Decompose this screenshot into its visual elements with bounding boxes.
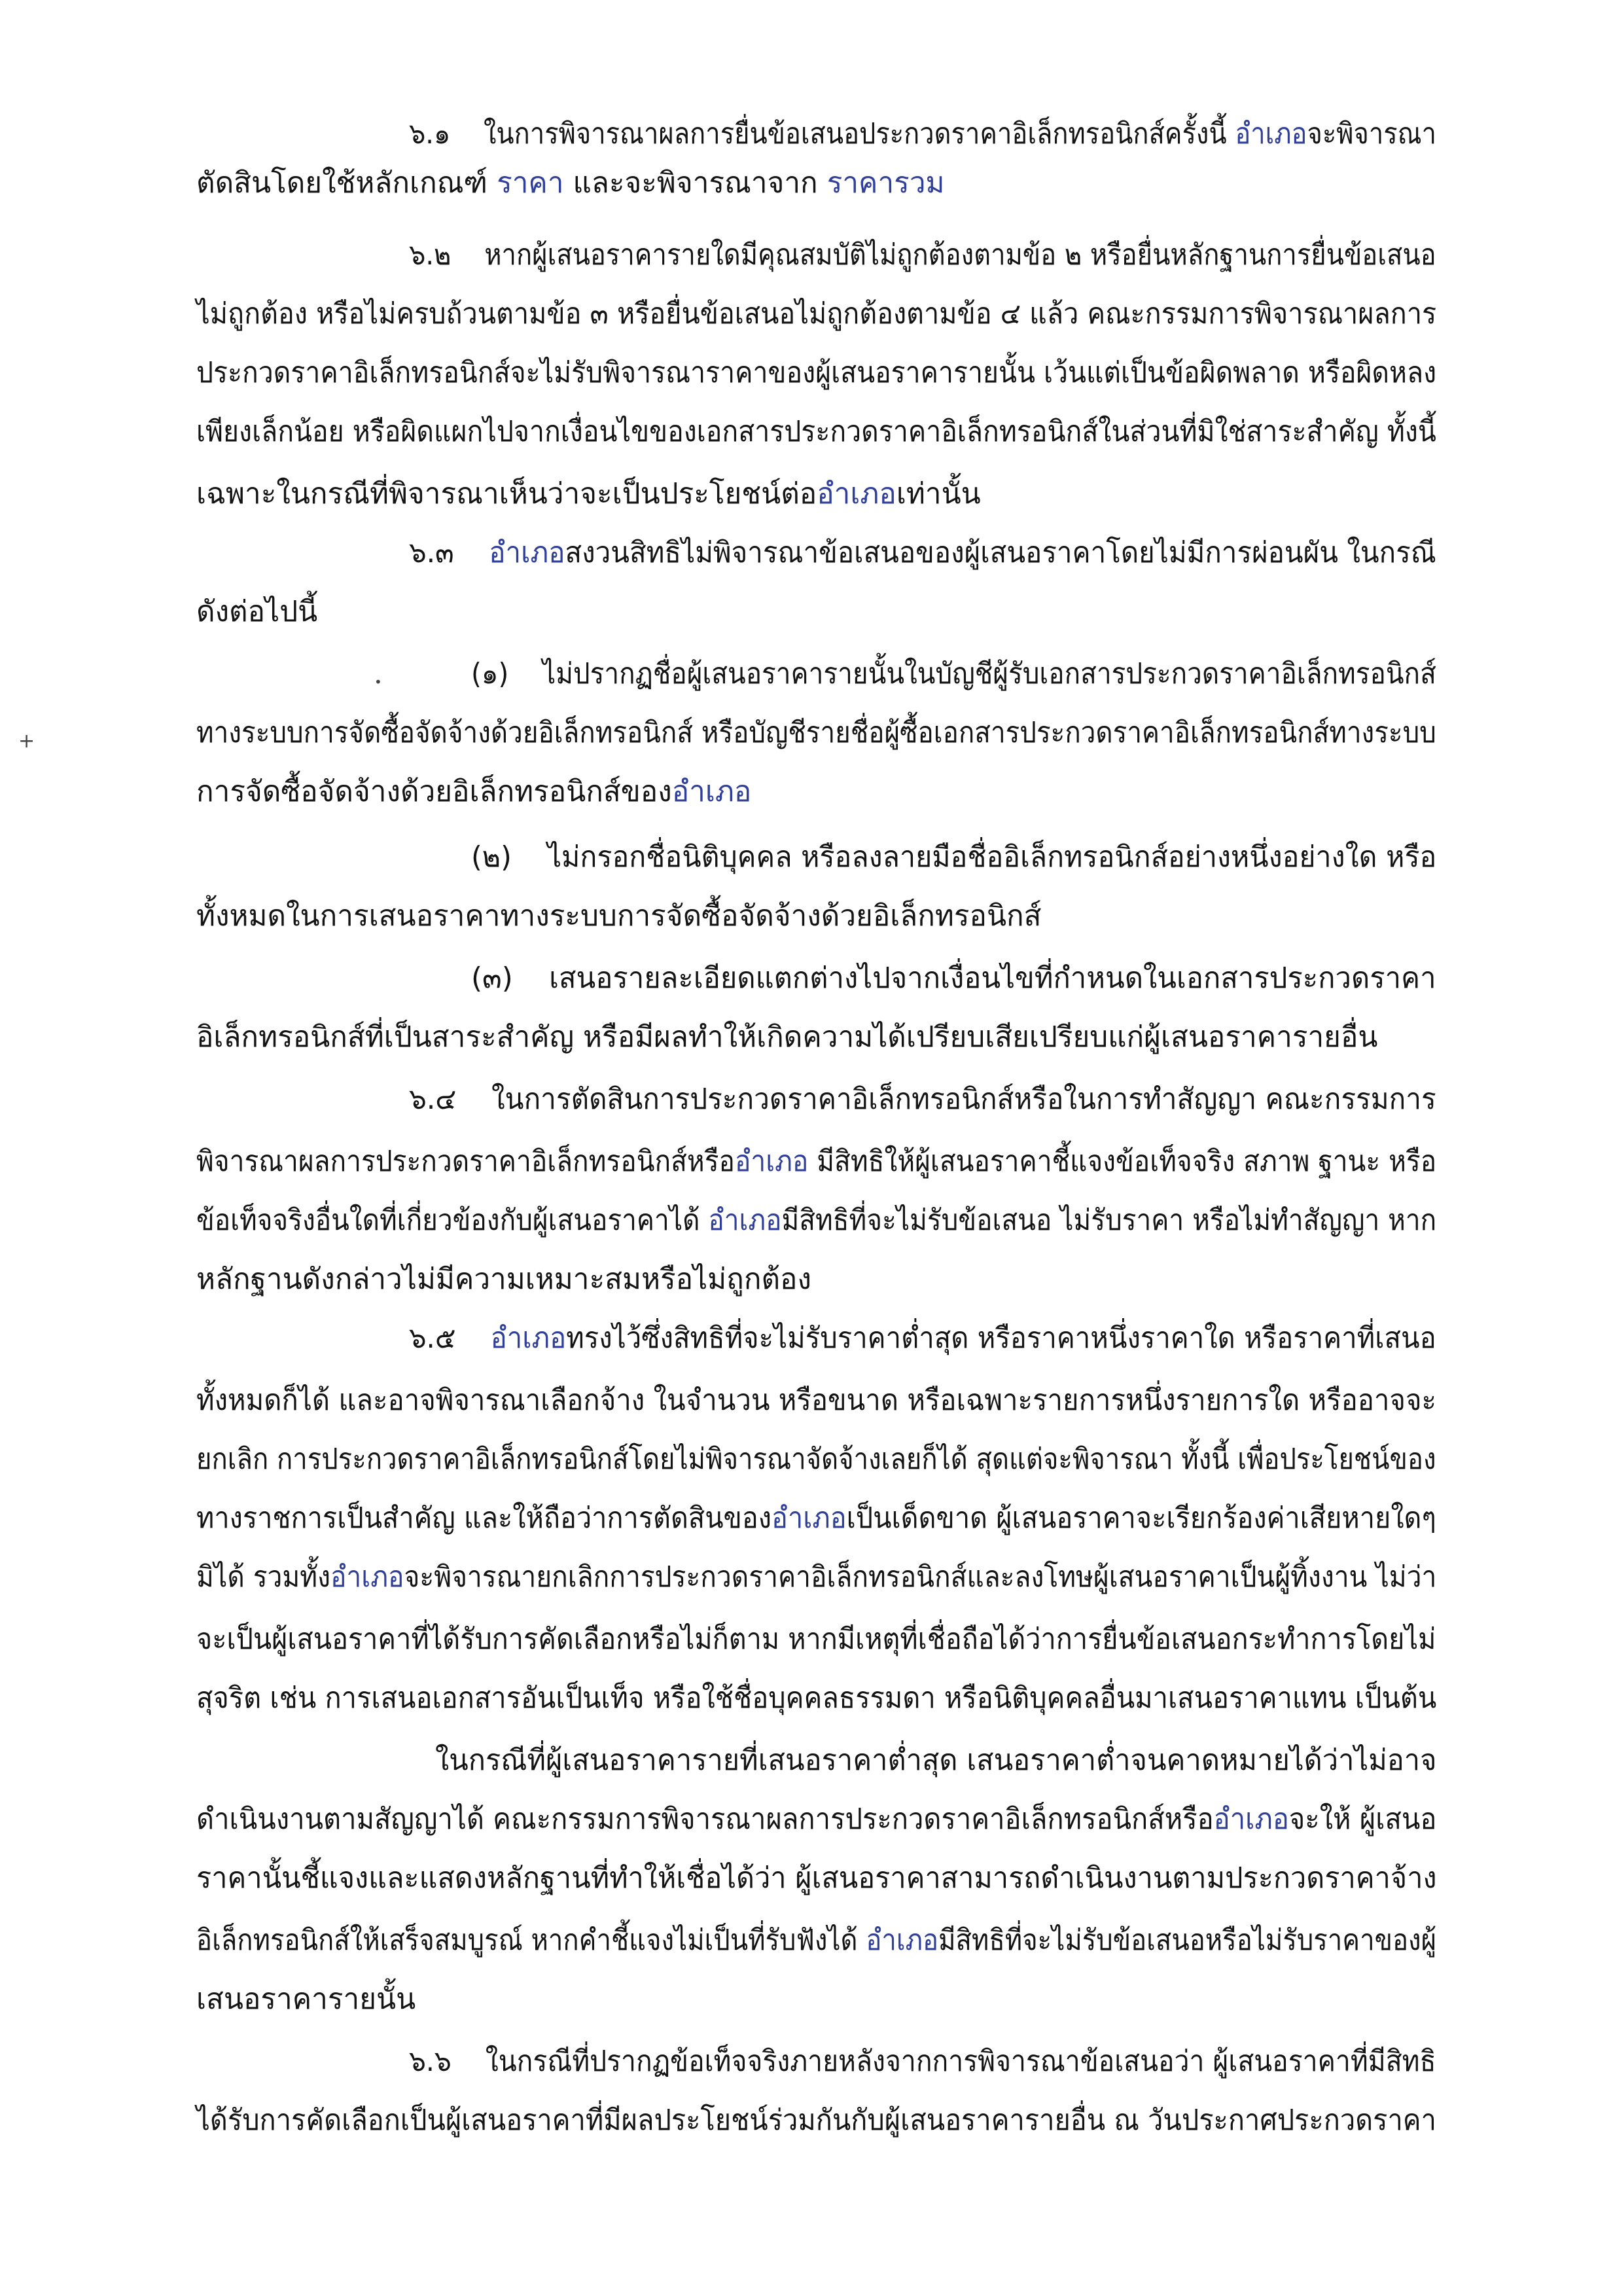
paragraph-line <box>196 475 981 514</box>
paragraph-line: อิเล็กทรอนิกส์ที่เป็นสาระสำคัญ หรือมีผลทำให้เกิดความได้เปรียบเสียเปรียบแก่ผู้เสนอราคารายอื่น <box>196 1020 1378 1054</box>
clause-number: ๖.๖ <box>409 2045 452 2078</box>
sub-item-2-line-1 <box>471 838 1436 877</box>
text: มีสิทธิให้ผู้เสนอราคาชี้แจงข้อเท็จจริง สภาพ ฐานะ หรือ <box>817 1145 1437 1178</box>
text: พิจารณาผลการประกวดราคาอิเล็กทรอนิกส์หรือ <box>196 1145 735 1178</box>
clause-6-5-line-1 <box>409 1319 1436 1358</box>
paragraph-line: ทั้งหมดก็ได้ และอาจพิจารณาเลือกจ้าง ในจำนวน หรือขนาด หรือเฉพาะรายการหนึ่งรายการใด หรืออาจจะ <box>196 1384 1437 1417</box>
clause-6-3-line-1 <box>409 533 1436 573</box>
filled-in-text: ราคา <box>497 166 564 200</box>
text: จะพิจารณายกเลิกการประกวดราคาอิเล็กทรอนิกส์และลงโทษผู้เสนอราคาเป็นผู้ทิ้งงาน ไม่ว่า <box>404 1560 1437 1594</box>
scan-speck: + <box>18 730 35 753</box>
paragraph-line: สุจริต เช่น การเสนอเอกสารอันเป็นเท็จ หรือใช้ชื่อบุคคลธรรมดา หรือนิติบุคคลอื่นมาเสนอราคาแทน เป็นต้น <box>196 1681 1437 1715</box>
clause-6-1-line-1 <box>409 115 1436 154</box>
clause-number: ๖.๑ <box>409 117 451 151</box>
text: ตัดสินโดยใช้หลักเกณฑ์ <box>196 166 488 200</box>
item-number: (๒) <box>471 840 512 874</box>
paragraph-line: ทั้งหมดในการเสนอราคาทางระบบการจัดซื้อจัดจ้างด้วยอิเล็กทรอนิกส์ <box>196 899 1042 933</box>
paragraph-line: ยกเลิก การประกวดราคาอิเล็กทรอนิกส์โดยไม่พิจารณาจัดจ้างเลยก็ได้ สุดแต่จะพิจารณา ทั้งนี้ เพื่อประโยชน์ของ <box>196 1443 1436 1476</box>
text: ในการพิจารณาผลการยื่นข้อเสนอประกวดราคาอิเล็กทรอนิกส์ครั้งนี้ <box>483 117 1227 151</box>
scan-speck: • <box>374 674 382 690</box>
text: มีสิทธิที่จะไม่รับข้อเสนอหรือไม่รับราคาของผู้ <box>938 1924 1437 1957</box>
clause-number: ๖.๔ <box>409 1083 457 1116</box>
paragraph-line: จะเป็นผู้เสนอราคาที่ได้รับการคัดเลือกหรือไม่ก็ตาม หากมีเหตุที่เชื่อถือได้ว่าการยื่นข้อเสนอกระทำการโดยไม่ <box>196 1623 1436 1656</box>
text: เท่านั้น <box>896 477 981 511</box>
clause-6-4-line-1 <box>409 1080 1436 1119</box>
filled-in-text: อำเภอ <box>671 775 752 808</box>
text: จะให้ ผู้เสนอ <box>1288 1803 1437 1836</box>
filled-in-text: อำเภอ <box>734 1145 809 1178</box>
text: ดำเนินงานตามสัญญาได้ คณะกรรมการพิจารณาผลการประกวดราคาอิเล็กทรอนิกส์หรือ <box>196 1803 1214 1836</box>
paragraph-line <box>196 1201 1436 1240</box>
item-number: (๑) <box>471 657 509 691</box>
clause-6-1-line-2 <box>196 164 945 203</box>
filled-in-text: อำเภอ <box>771 1501 847 1535</box>
text: สงวนสิทธิไม่พิจารณาข้อเสนอของผู้เสนอราคาโดยไม่มีการผ่อนผัน ในกรณี <box>565 536 1436 569</box>
paragraph-line <box>196 1800 1436 1839</box>
paragraph-line <box>196 1142 1436 1181</box>
paragraph-line <box>196 1921 1436 1960</box>
text: เสนอรายละเอียดแตกต่างไปจากเงื่อนไขที่กำหนดในเอกสารประกวดราคา <box>549 961 1436 995</box>
filled-in-text: อำเภอ <box>1213 1803 1289 1836</box>
paragraph-line <box>196 1558 1436 1597</box>
paragraph-line: ประกวดราคาอิเล็กทรอนิกส์จะไม่รับพิจารณาราคาของผู้เสนอราคารายนั้น เว้นแต่เป็นข้อผิดพลาด หรือผิดหลง <box>196 356 1437 389</box>
filled-in-text: อำเภอ <box>708 1204 782 1237</box>
sub-item-1-line-1 <box>471 655 1436 694</box>
text: เฉพาะในกรณีที่พิจารณาเห็นว่าจะเป็นประโยชน์ต่อ <box>196 477 817 511</box>
text: และจะพิจารณาจาก <box>573 166 818 200</box>
paragraph-line: หลักฐานดังกล่าวไม่มีความเหมาะสมหรือไม่ถูกต้อง <box>196 1263 811 1296</box>
text: อิเล็กทรอนิกส์ให้เสร็จสมบูรณ์ หากคำชี้แจงไม่เป็นที่รับฟังได้ <box>196 1924 858 1957</box>
sub-item-3-line-1 <box>471 959 1436 998</box>
item-number: (๓) <box>471 961 513 995</box>
text: การจัดซื้อจัดจ้างด้วยอิเล็กทรอนิกส์ของ <box>196 775 672 808</box>
text: หากผู้เสนอราคารายใดมีคุณสมบัติไม่ถูกต้องตามข้อ ๒ หรือยื่นหลักฐานการยื่นข้อเสนอ <box>484 238 1436 272</box>
clause-6-2-line-1 <box>409 236 1436 275</box>
paragraph-line <box>196 772 751 812</box>
paragraph-line: เพียงเล็กน้อย หรือผิดแผกไปจากเงื่อนไขของเอกสารประกวดราคาอิเล็กทรอนิกส์ในส่วนที่มิใช่สาระสำคัญ ทั้งนี้ <box>196 415 1436 448</box>
paragraph-line: ราคานั้นชี้แจงและแสดงหลักฐานที่ทำให้เชื่อได้ว่า ผู้เสนอราคาสามารถดำเนินงานตามประกวดราคาจ้าง <box>196 1861 1437 1895</box>
paragraph-line: เสนอราคารายนั้น <box>196 1982 416 2016</box>
paragraph-line: ไม่ถูกต้อง หรือไม่ครบถ้วนตามข้อ ๓ หรือยื่นข้อเสนอไม่ถูกต้องตามข้อ ๔ แล้ว คณะกรรมการพิจารณาผลการ <box>196 297 1437 331</box>
clause-number: ๖.๓ <box>409 536 454 569</box>
text: ข้อเท็จจริงอื่นใดที่เกี่ยวข้องกับผู้เสนอราคาได้ <box>196 1204 700 1237</box>
filled-in-text: อำเภอ <box>866 1924 939 1957</box>
filled-in-text: อำเภอ <box>489 536 565 569</box>
text: เป็นเด็ดขาด ผู้เสนอราคาจะเรียกร้องค่าเสียหายใดๆ <box>846 1501 1436 1535</box>
text: ไม่ปรากฏชื่อผู้เสนอราคารายนั้นในบัญชีผู้รับเอกสารประกวดราคาอิเล็กทรอนิกส์ <box>542 657 1436 691</box>
paragraph-line: ได้รับการคัดเลือกเป็นผู้เสนอราคาที่มีผลประโยชน์ร่วมกันกับผู้เสนอราคารายอื่น ณ วันประกาศประกวดราคา <box>196 2104 1436 2137</box>
clause-number: ๖.๕ <box>409 1321 456 1355</box>
text: ไม่กรอกชื่อนิติบุคคล หรือลงลายมือชื่ออิเล็กทรอนิกส์อย่างหนึ่งอย่างใด หรือ <box>547 840 1437 874</box>
paragraph-line: ดังต่อไปนี้ <box>196 595 318 628</box>
filled-in-text: อำเภอ <box>490 1321 567 1355</box>
paragraph-line: ทางระบบการจัดซื้อจัดจ้างด้วยอิเล็กทรอนิกส์ หรือบัญชีรายชื่อผู้ซื้อเอกสารประกวดราคาอิเล็กทรอนิกส์ทางระบบ <box>196 716 1436 749</box>
text: จะพิจารณา <box>1307 117 1437 151</box>
clause-number: ๖.๒ <box>409 238 452 272</box>
text: ในการตัดสินการประกวดราคาอิเล็กทรอนิกส์หรือในการทำสัญญา คณะกรรมการ <box>491 1083 1436 1116</box>
text: มีสิทธิที่จะไม่รับข้อเสนอ ไม่รับราคา หรือไม่ทำสัญญา หาก <box>781 1204 1437 1237</box>
filled-in-text: อำเภอ <box>817 477 896 511</box>
text: ทรงไว้ซึ่งสิทธิที่จะไม่รับราคาต่ำสุด หรือราคาหนึ่งราคาใด หรือราคาที่เสนอ <box>566 1321 1436 1355</box>
filled-in-text: อำเภอ <box>330 1560 404 1594</box>
text: ในกรณีที่ปรากฏข้อเท็จจริงภายหลังจากการพิจารณาข้อเสนอว่า ผู้เสนอราคาที่มีสิทธิ <box>485 2045 1436 2078</box>
paragraph-line: ในกรณีที่ผู้เสนอราคารายที่เสนอราคาต่ำสุด เสนอราคาต่ำจนคาดหมายได้ว่าไม่อาจ <box>435 1744 1437 1777</box>
filled-in-text: ราคารวม <box>826 166 945 200</box>
paragraph-line <box>196 1499 1436 1538</box>
clause-6-6-line-1 <box>409 2042 1436 2081</box>
text: ทางราชการเป็นสำคัญ และให้ถือว่าการตัดสินของ <box>196 1501 772 1535</box>
text: มิได้ รวมทั้ง <box>196 1560 330 1594</box>
filled-in-text: อำเภอ <box>1235 117 1307 151</box>
